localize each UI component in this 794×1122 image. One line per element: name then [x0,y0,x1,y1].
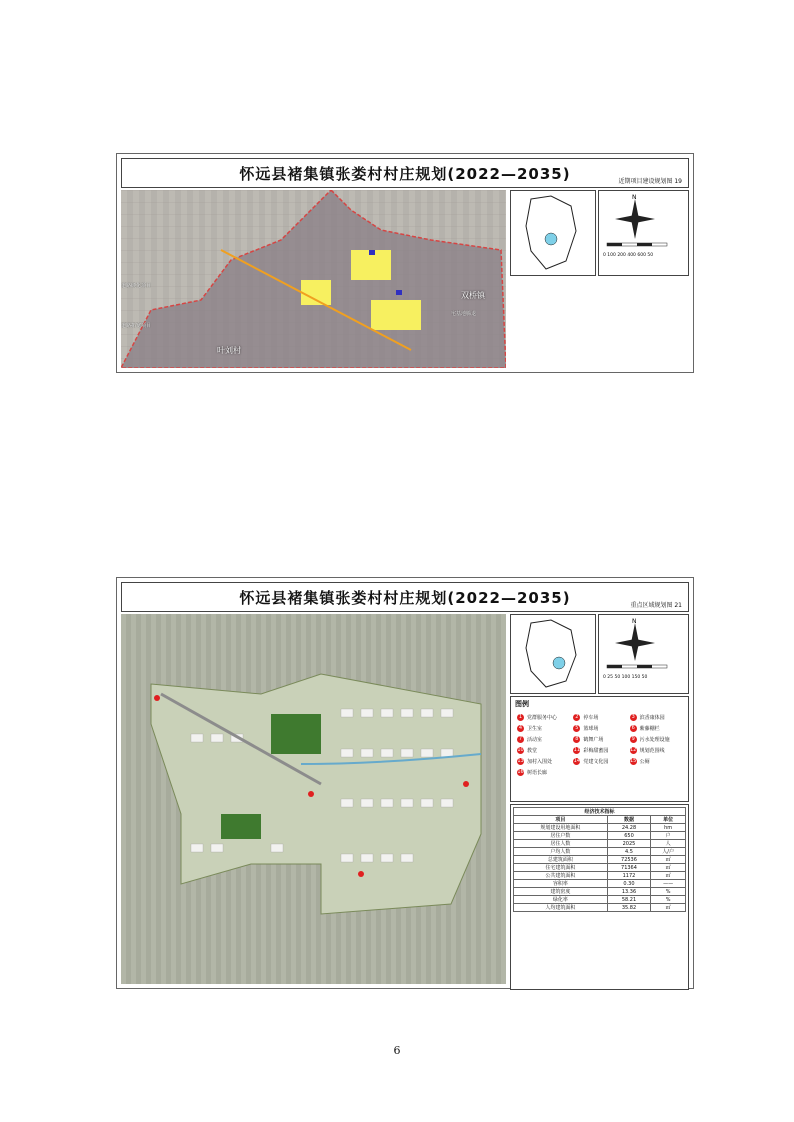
legend-marker: 3 [631,714,635,720]
sheet-subtitle: 近期项目建设规划图 19 [618,178,682,185]
table-row [514,872,686,880]
legend-item [517,713,569,722]
stats-header: 单位 [651,816,686,824]
plan-sheet-key-area [116,577,694,989]
relocation-zone [369,250,375,255]
page-number: 6 [393,1044,401,1057]
table-cell: ㎡ [651,856,686,864]
stats-panel [510,804,689,990]
svg-text:N: N [632,618,637,625]
stats-body [514,824,686,912]
compass-svg [599,615,695,673]
legend-marker: 13 [517,758,524,764]
table-cell: 58.21 [607,896,651,904]
svg-text:N: N [632,194,637,201]
legend-item [630,724,682,733]
table-row [514,880,686,888]
legend-label: 滨香康体园 [639,715,665,721]
legend-item [573,713,625,722]
sheet-title-bar [121,582,689,612]
table-cell: % [651,896,686,904]
table-cell: % [651,888,686,896]
renovation-zone [301,280,331,305]
table-cell: 户均人数 [514,848,608,856]
table-cell: —— [651,880,686,888]
legend-title: 图例 [515,700,529,708]
table-cell: 公共建筑面积 [514,872,608,880]
legend-label: 党群服务中心 [527,715,558,721]
locator-svg [511,615,595,693]
legend-marker: 2 [575,714,579,720]
sheet-title: 怀远县褚集镇张娄村村庄规划(2022—2035) [239,588,571,607]
legend-marker: 14 [573,758,581,764]
legend-label: 教堂 [527,748,538,754]
legend-item [517,768,569,777]
legend-label: 规划范围线 [639,748,665,754]
aerial-map [121,190,506,368]
legend-label: 篮球场 [583,726,599,732]
sidebar [510,614,689,984]
renovation-zone [371,300,421,330]
table-cell: 居住户数 [514,832,608,840]
legend-item [573,746,625,755]
table-row [514,904,686,912]
legend-item [573,724,625,733]
plan-sheet-recent-projects [116,153,694,373]
legend-label: 树语长廊 [527,770,548,776]
legend-marker: 5 [575,725,579,731]
detail-map-svg [121,614,506,984]
legend-grid [511,711,688,779]
table-cell: 13.36 [607,888,651,896]
table-cell: 规划建设用地面积 [514,824,608,832]
legend-item [630,713,682,722]
map-svg [121,190,506,368]
table-row [514,896,686,904]
table-cell: 户 [651,832,686,840]
table-cell: 绿化率 [514,896,608,904]
locator-map [510,190,596,276]
table-cell: 35.82 [607,904,651,912]
table-row [514,848,686,856]
green-park [271,714,321,754]
map-annotation: 道路硬化项目 [121,283,152,289]
legend-item [517,735,569,744]
legend-marker: 11 [573,747,581,753]
stats-header: 项目 [514,816,608,824]
map-annotation: 宅基地腾退 [451,311,477,317]
legend-marker: 10 [517,747,524,753]
legend-marker: 9 [631,736,635,742]
compass-scale [598,614,689,694]
stats-table [513,807,686,912]
stats-title: 经济技术指标 [514,808,686,816]
table-cell: ㎡ [651,872,686,880]
table-cell: 72536 [607,856,651,864]
table-cell: 71364 [607,864,651,872]
legend-item [630,757,682,766]
compass-scale [598,190,689,276]
table-row [514,832,686,840]
table-cell: 1172 [607,872,651,880]
legend-marker: 8 [575,736,579,742]
legend-label: 公厕 [639,759,650,765]
legend-item [517,746,569,755]
village-label: 双桥镇 [461,291,485,300]
table-cell: 容积率 [514,880,608,888]
table-cell: ㎡ [651,904,686,912]
aerial-map-detail [121,614,506,984]
legend [510,696,689,802]
sidebar [510,190,689,368]
scale-labels: 0 25 50 100 150 50 [603,675,648,680]
legend-item [517,757,569,766]
table-cell: 人均建筑面积 [514,904,608,912]
legend-item [630,735,682,744]
legend-marker: 4 [518,725,523,731]
legend-marker: 15 [629,758,637,764]
table-cell: 2025 [607,840,651,848]
table-row [514,888,686,896]
legend-label: 党建文化园 [583,759,609,765]
compass-svg [599,191,695,251]
table-cell: 总建筑面积 [514,856,608,864]
legend-label: 卫生室 [527,726,543,732]
green-park [221,814,261,839]
table-cell: 人/户 [651,848,686,856]
locator-map [510,614,596,694]
table-cell: 住宅建筑面积 [514,864,608,872]
stats-header: 数据 [607,816,651,824]
legend-label: 紫藤棚栏 [639,726,660,732]
legend-label: 活动室 [527,737,543,743]
legend-label: 彩梅甜蜜园 [583,748,609,754]
table-cell: 650 [607,832,651,840]
legend-item [517,724,569,733]
relocation-zone [396,290,402,295]
table-cell: 居住人数 [514,840,608,848]
locator-svg [511,191,595,275]
table-row [514,840,686,848]
table-cell: 4.5 [607,848,651,856]
legend-marker: 6 [631,725,635,731]
legend-marker: 7 [518,736,523,742]
legend-label: 停车场 [583,715,599,721]
table-cell: ㎡ [651,864,686,872]
legend-label: 污水处理设施 [639,737,670,743]
table-cell: 建筑密度 [514,888,608,896]
legend-marker: 16 [517,769,524,775]
legend-item [573,757,625,766]
table-cell: hm [651,824,686,832]
scale-labels: 0 100 200 400 600 50 [603,253,654,258]
table-row [514,824,686,832]
map-annotation: 道路拓宽项目 [121,323,152,329]
sheet-subtitle: 重点区域规划图 21 [630,602,682,609]
table-row [514,864,686,872]
village-label: 叶刘村 [217,346,241,355]
table-cell: 人 [651,840,686,848]
legend-item [573,735,625,744]
legend-label: 鹤舞广场 [583,737,604,743]
table-cell: 0.30 [607,880,651,888]
legend-item [630,746,682,755]
legend-marker: 12 [629,747,637,753]
sheet-title-bar [121,158,689,188]
table-row [514,856,686,864]
table-cell: 24.28 [607,824,651,832]
legend-label: 加村入围处 [527,759,553,765]
sheet-title: 怀远县褚集镇张娄村村庄规划(2022—2035) [239,164,571,183]
legend-marker: 1 [518,714,523,720]
